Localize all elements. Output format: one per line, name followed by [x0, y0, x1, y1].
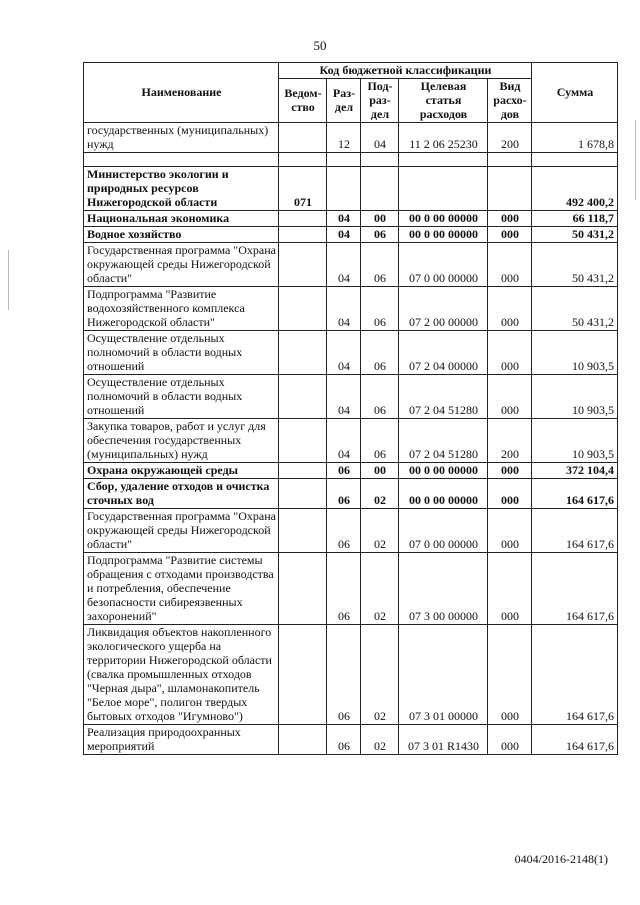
table-body	[84, 123, 618, 755]
cell-razdel: 04	[327, 287, 361, 331]
right-margin-mark	[635, 120, 636, 200]
cell-sum: 66 118,7	[532, 211, 618, 227]
cell-podrazdel: 00	[361, 463, 399, 479]
table-row	[84, 553, 618, 625]
cell-sum: 492 400,2	[532, 167, 618, 211]
cell-razdel: 12	[327, 123, 361, 153]
cell-expense-type: 000	[488, 287, 532, 331]
cell-podrazdel: 06	[361, 243, 399, 287]
cell-expense-type: 000	[488, 375, 532, 419]
cell-vedomstvo	[279, 287, 327, 331]
cell-target-article	[399, 167, 488, 211]
cell-target-article: 07 3 00 00000	[399, 553, 488, 625]
cell-expense-type	[488, 153, 532, 167]
cell-vedomstvo	[279, 419, 327, 463]
table-row	[84, 419, 618, 463]
cell-sum: 50 431,2	[532, 227, 618, 243]
cell-vedomstvo: 071	[279, 167, 327, 211]
cell-expense-type: 000	[488, 725, 532, 755]
cell-podrazdel	[361, 167, 399, 211]
header-budget-classification: Код бюджетной классификации	[279, 63, 532, 79]
cell-target-article: 07 2 04 00000	[399, 331, 488, 375]
document-code: 0404/2016-2148(1)	[514, 852, 608, 866]
cell-vedomstvo	[279, 625, 327, 725]
cell-sum: 164 617,6	[532, 625, 618, 725]
table-row	[84, 123, 618, 153]
cell-expense-type: 000	[488, 625, 532, 725]
cell-razdel: 06	[327, 463, 361, 479]
cell-target-article: 07 2 04 51280	[399, 419, 488, 463]
cell-target-article: 00 0 00 00000	[399, 211, 488, 227]
cell-name: Сбор, удаление отходов и очистка сточных вод	[84, 479, 279, 509]
cell-expense-type: 000	[488, 211, 532, 227]
cell-sum: 164 617,6	[532, 509, 618, 553]
cell-name: Закупка товаров, работ и услуг для обеспечения государственных (муниципальных) нужд	[84, 419, 279, 463]
budget-table	[83, 62, 618, 755]
cell-sum: 50 431,2	[532, 287, 618, 331]
cell-name	[84, 153, 279, 167]
cell-razdel: 04	[327, 227, 361, 243]
cell-sum	[532, 153, 618, 167]
left-margin-mark	[8, 250, 9, 310]
cell-target-article: 07 2 00 00000	[399, 287, 488, 331]
cell-podrazdel: 06	[361, 331, 399, 375]
cell-target-article: 07 0 00 00000	[399, 509, 488, 553]
cell-expense-type: 000	[488, 463, 532, 479]
cell-razdel	[327, 153, 361, 167]
cell-target-article: 00 0 00 00000	[399, 463, 488, 479]
cell-name: Государственная программа "Охрана окружающей среды Нижегородской области"	[84, 243, 279, 287]
cell-razdel: 06	[327, 625, 361, 725]
cell-sum: 1 678,8	[532, 123, 618, 153]
cell-expense-type: 000	[488, 553, 532, 625]
cell-podrazdel: 02	[361, 479, 399, 509]
cell-vedomstvo	[279, 553, 327, 625]
cell-name: Охрана окружающей среды	[84, 463, 279, 479]
cell-razdel: 04	[327, 419, 361, 463]
cell-target-article: 07 2 04 51280	[399, 375, 488, 419]
table-row	[84, 509, 618, 553]
cell-name: Национальная экономика	[84, 211, 279, 227]
cell-vedomstvo	[279, 211, 327, 227]
header-razdel: Раз-дел	[327, 79, 361, 123]
cell-target-article: 00 0 00 00000	[399, 227, 488, 243]
cell-podrazdel: 04	[361, 123, 399, 153]
table-row	[84, 463, 618, 479]
cell-razdel: 06	[327, 725, 361, 755]
cell-expense-type: 000	[488, 331, 532, 375]
cell-podrazdel: 06	[361, 227, 399, 243]
cell-vedomstvo	[279, 153, 327, 167]
cell-target-article: 11 2 06 25230	[399, 123, 488, 153]
cell-vedomstvo	[279, 123, 327, 153]
cell-expense-type: 000	[488, 227, 532, 243]
cell-podrazdel: 02	[361, 725, 399, 755]
cell-sum: 10 903,5	[532, 331, 618, 375]
header-podrazdel: Под-раз-дел	[361, 79, 399, 123]
cell-sum: 164 617,6	[532, 553, 618, 625]
cell-vedomstvo	[279, 479, 327, 509]
cell-sum: 164 617,6	[532, 479, 618, 509]
cell-name: Подпрограмма "Развитие системы обращения с отходами производства и потребления, обеспечение безопасности сибиреязвенных захоронений"	[84, 553, 279, 625]
cell-expense-type: 000	[488, 243, 532, 287]
cell-podrazdel: 06	[361, 419, 399, 463]
table-row	[84, 287, 618, 331]
cell-vedomstvo	[279, 509, 327, 553]
header-target-article: Целевая статья расходов	[399, 79, 488, 123]
cell-razdel: 04	[327, 243, 361, 287]
cell-target-article: 07 0 00 00000	[399, 243, 488, 287]
table-row	[84, 625, 618, 725]
cell-name: Подпрограмма "Развитие водохозяйственного комплекса Нижегородской области"	[84, 287, 279, 331]
cell-podrazdel: 06	[361, 375, 399, 419]
header-expense-type: Вид расхо-дов	[488, 79, 532, 123]
cell-name: государственных (муниципальных) нужд	[84, 123, 279, 153]
cell-name: Ликвидация объектов накопленного экологического ущерба на территории Нижегородской области (свалка промышленных отходов "Черная дыра", шламонакопитель "Белое море", полигон твердых бытовых отходов "Игумново")	[84, 625, 279, 725]
cell-vedomstvo	[279, 331, 327, 375]
cell-vedomstvo	[279, 725, 327, 755]
cell-razdel: 06	[327, 509, 361, 553]
cell-vedomstvo	[279, 375, 327, 419]
cell-razdel: 06	[327, 553, 361, 625]
cell-razdel: 04	[327, 375, 361, 419]
cell-name: Государственная программа "Охрана окружающей среды Нижегородской области"	[84, 509, 279, 553]
cell-name: Осуществление отдельных полномочий в области водных отношений	[84, 331, 279, 375]
cell-expense-type: 000	[488, 479, 532, 509]
cell-podrazdel: 06	[361, 287, 399, 331]
cell-expense-type: 000	[488, 509, 532, 553]
cell-podrazdel	[361, 153, 399, 167]
cell-razdel	[327, 167, 361, 211]
cell-name: Реализация природоохранных мероприятий	[84, 725, 279, 755]
page-number: 50	[313, 38, 327, 53]
cell-vedomstvo	[279, 243, 327, 287]
cell-name: Осуществление отдельных полномочий в области водных отношений	[84, 375, 279, 419]
cell-target-article	[399, 153, 488, 167]
cell-sum: 50 431,2	[532, 243, 618, 287]
cell-target-article: 07 3 01 00000	[399, 625, 488, 725]
cell-vedomstvo	[279, 463, 327, 479]
table-row	[84, 167, 618, 211]
cell-name: Министерство экологии и природных ресурсов Нижегородской области	[84, 167, 279, 211]
cell-expense-type: 200	[488, 419, 532, 463]
header-sum: Сумма	[532, 63, 618, 123]
cell-podrazdel: 00	[361, 211, 399, 227]
table-row	[84, 153, 618, 167]
cell-podrazdel: 02	[361, 625, 399, 725]
header-name: Наименование	[84, 63, 279, 123]
cell-podrazdel: 02	[361, 509, 399, 553]
cell-razdel: 04	[327, 211, 361, 227]
header-vedomstvo: Ведом-ство	[279, 79, 327, 123]
cell-target-article: 07 3 01 R1430	[399, 725, 488, 755]
cell-razdel: 06	[327, 479, 361, 509]
cell-sum: 10 903,5	[532, 419, 618, 463]
cell-expense-type	[488, 167, 532, 211]
table-row	[84, 479, 618, 509]
cell-sum: 10 903,5	[532, 375, 618, 419]
cell-target-article: 00 0 00 00000	[399, 479, 488, 509]
table-row	[84, 331, 618, 375]
table-row	[84, 243, 618, 287]
cell-vedomstvo	[279, 227, 327, 243]
table-row	[84, 211, 618, 227]
cell-expense-type: 200	[488, 123, 532, 153]
cell-name: Водное хозяйство	[84, 227, 279, 243]
table-row	[84, 725, 618, 755]
cell-razdel: 04	[327, 331, 361, 375]
cell-sum: 372 104,4	[532, 463, 618, 479]
table-row	[84, 375, 618, 419]
cell-podrazdel: 02	[361, 553, 399, 625]
cell-sum: 164 617,6	[532, 725, 618, 755]
table-row	[84, 227, 618, 243]
